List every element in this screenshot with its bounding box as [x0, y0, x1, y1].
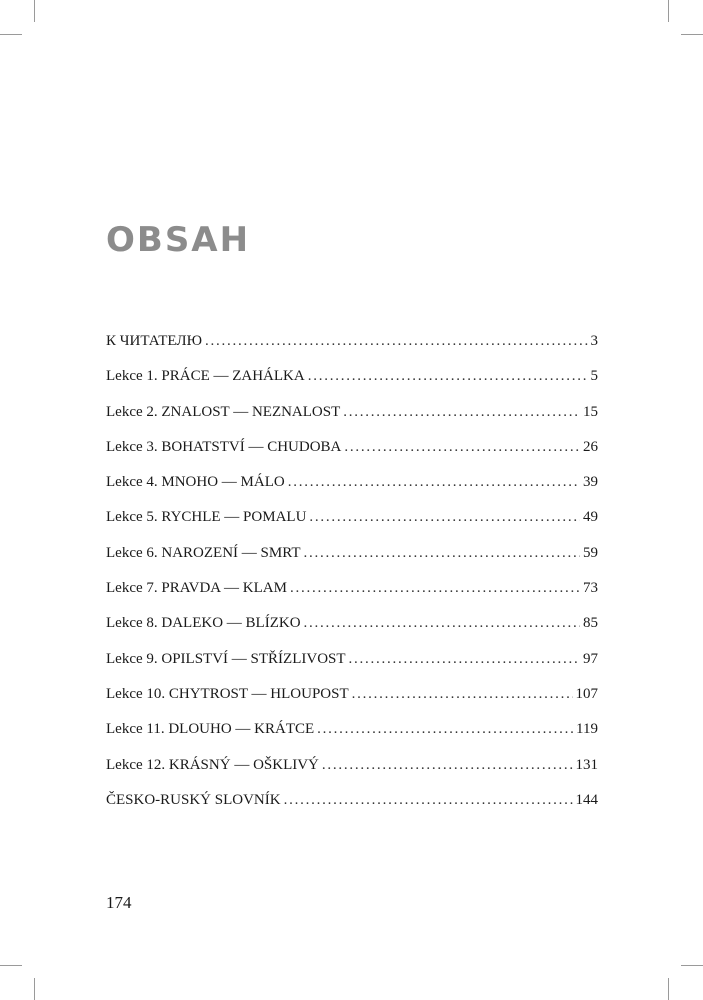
toc-entry-page: 131 [575, 756, 598, 773]
dot-leader [317, 719, 573, 739]
toc-entry-page: 144 [575, 791, 598, 808]
toc-entry-title: Lekce 1. PRÁCE — ZAHÁLKA [106, 368, 305, 385]
toc-entry[interactable] [106, 790, 598, 825]
toc-entry-title: Lekce 8. DALEKO — BLÍZKO [106, 615, 301, 632]
crop-mark [34, 978, 35, 1000]
dot-leader [349, 649, 580, 669]
toc-entry[interactable] [106, 543, 598, 578]
contents-heading: OBSAH [106, 220, 251, 260]
toc-entry-page: 26 [583, 438, 598, 455]
toc-entry-page: 119 [576, 721, 598, 738]
dot-leader [322, 755, 573, 775]
toc-entry[interactable] [106, 507, 598, 542]
crop-mark [0, 965, 22, 966]
crop-mark [0, 34, 22, 35]
toc-entry[interactable] [106, 366, 598, 401]
dot-leader [308, 366, 588, 386]
toc-entry-page: 39 [583, 474, 598, 491]
toc-entry[interactable] [106, 402, 598, 437]
toc-entry[interactable] [106, 437, 598, 472]
toc-entry-title: Lekce 6. NAROZENÍ — SMRT [106, 544, 301, 561]
toc-entry-page: 5 [590, 368, 598, 385]
page-number: 174 [106, 893, 132, 912]
toc-entry[interactable] [106, 613, 598, 648]
toc-entry-title: Lekce 11. DLOUHO — KRÁTCE [106, 721, 315, 738]
toc-entry-page: 59 [583, 544, 598, 561]
toc-entry-title: Lekce 12. KRÁSNÝ — OŠKLIVÝ [106, 756, 319, 773]
toc-entry-page: 85 [583, 615, 598, 632]
toc-entry-title: Lekce 5. RYCHLE — POMALU [106, 509, 307, 526]
toc-entry-title: ČESKO-RUSKÝ SLOVNÍK [106, 791, 281, 808]
crop-mark [34, 0, 35, 22]
toc-entry-page: 73 [583, 580, 598, 597]
toc-entry[interactable] [106, 755, 598, 790]
toc-entry-page: 107 [575, 685, 598, 702]
crop-mark [668, 0, 669, 22]
toc-entry[interactable] [106, 684, 598, 719]
toc-entry-title: Lekce 4. MNOHO — MÁLO [106, 474, 285, 491]
crop-mark [668, 978, 669, 1000]
toc-entry[interactable] [106, 472, 598, 507]
toc-entry-title: К ЧИТАТЕЛЮ [106, 333, 202, 349]
toc-entry-title: Lekce 10. CHYTROST — HLOUPOST [106, 685, 349, 702]
toc-entry-page: 97 [583, 650, 598, 667]
toc-entry-page: 49 [583, 509, 598, 526]
toc-entry[interactable] [106, 331, 598, 366]
toc-entry-title: Lekce 3. BOHATSTVÍ — CHUDOBA [106, 438, 342, 455]
dot-leader [344, 437, 580, 457]
toc-entry[interactable] [106, 719, 598, 754]
table-of-contents [106, 331, 598, 825]
dot-leader [304, 543, 581, 563]
toc-entry-page: 15 [583, 403, 598, 420]
toc-entry[interactable] [106, 578, 598, 613]
toc-entry-title: Lekce 7. PRAVDA — KLAM [106, 580, 287, 597]
dot-leader [290, 578, 580, 598]
dot-leader [205, 331, 588, 351]
toc-entry-title: Lekce 2. ZNALOST — NEZNALOST [106, 403, 341, 420]
dot-leader [352, 684, 573, 704]
dot-leader [284, 790, 573, 810]
toc-entry[interactable] [106, 649, 598, 684]
dot-leader [304, 613, 580, 633]
crop-mark [681, 34, 703, 35]
dot-leader [309, 507, 580, 527]
toc-entry-title: Lekce 9. OPILSTVÍ — STŘÍZLIVOST [106, 650, 346, 667]
dot-leader [288, 472, 580, 492]
crop-mark [681, 965, 703, 966]
dot-leader [343, 402, 580, 422]
toc-entry-page: 3 [590, 333, 598, 349]
